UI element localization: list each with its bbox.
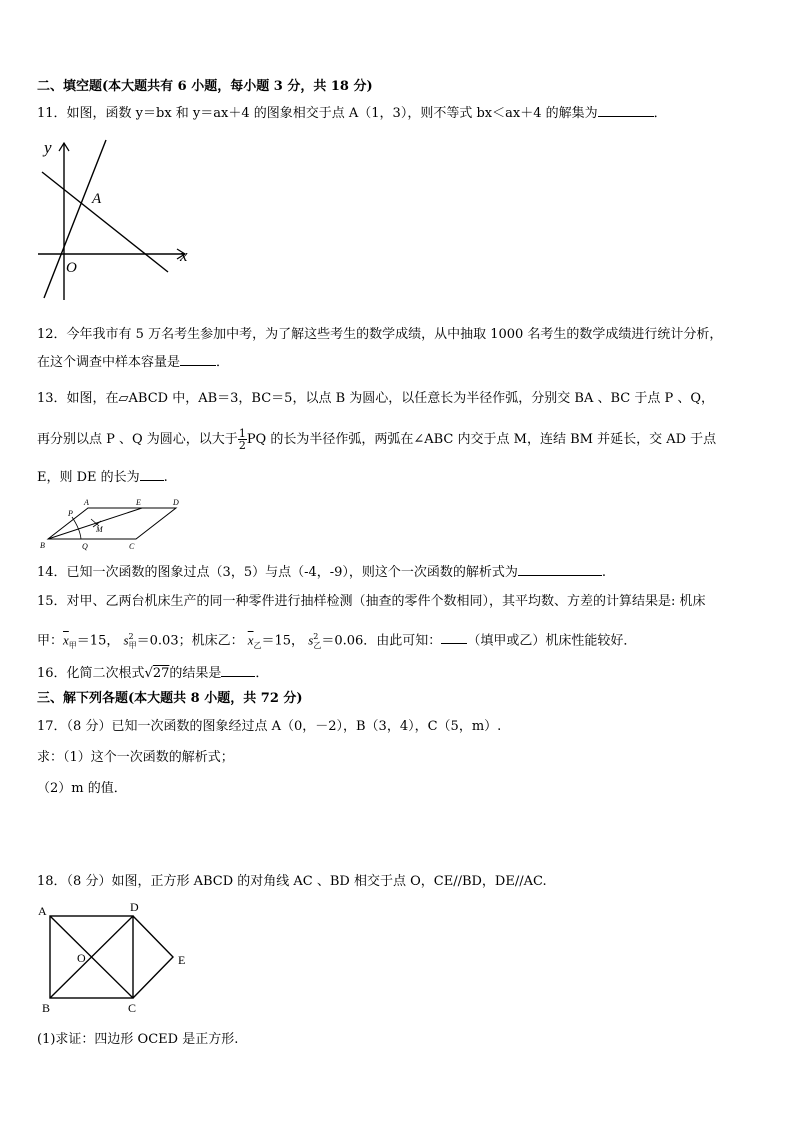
segment-be <box>48 508 142 539</box>
label-d: D <box>130 900 139 914</box>
question-17-line2: 求：（1）这个一次函数的解析式； <box>37 750 234 765</box>
mean-symbol: $\overline{x}$ <box>63 632 69 648</box>
subscript: 甲 <box>68 640 77 650</box>
fraction-numerator: 1 <box>238 427 246 440</box>
question-text: 16．化简二次根式 <box>37 666 145 681</box>
label-x: x <box>180 246 188 265</box>
equation: ＝15， <box>76 633 120 649</box>
label-o: O <box>77 951 86 965</box>
superscript: 2 <box>313 632 319 641</box>
label-e: E <box>136 498 141 507</box>
question-13-line2 <box>37 428 716 451</box>
section-title: 二、填空题(本大题共有 6 小题，每小题 3 分，共 18 分) <box>37 79 373 94</box>
segments-de-ec <box>133 916 173 998</box>
answer-blank <box>180 353 216 366</box>
section-title: 三、解下列各题(本大题共 8 小题，共 72 分) <box>37 691 303 706</box>
punct: . <box>601 565 607 580</box>
label-e: E <box>178 953 186 967</box>
question-16 <box>37 664 268 683</box>
question-text: PQ 的长为半径作弧，两弧在∠ABC 内交于点 M，连结 BM 并延长，交 AD 于点 <box>246 432 717 447</box>
radicand: 27 <box>152 666 170 681</box>
label-m: M <box>96 525 103 534</box>
equation: ＝0.03；机床乙： <box>136 633 244 649</box>
question-15-line1: 15．对甲、乙两台机床生产的同一种零件进行抽样检测（抽查的零件个数相同），其平均数、方差的计算结果是: 机床 <box>37 594 706 609</box>
label-b: B <box>40 541 45 550</box>
label-c: C <box>129 542 135 551</box>
question-12-line1: 12．今年我市有 5 万名考生参加中考，为了解这些考生的数学成绩，从中抽取 1000 名考生的数学成绩进行统计分析， <box>37 327 723 342</box>
question-14 <box>37 563 606 582</box>
label-y: y <box>44 138 52 157</box>
question-text: 甲： <box>37 633 64 649</box>
label-a: A <box>38 904 47 918</box>
arc-pq <box>72 517 81 539</box>
question-text: E，则 DE 的长为 <box>37 470 140 485</box>
punct: ． <box>255 666 269 681</box>
equation: ＝15， <box>261 633 305 649</box>
variance-symbol: s <box>308 632 314 648</box>
question-text: 的结果是 <box>169 666 222 681</box>
question-12-line2 <box>37 353 229 372</box>
label-b: B <box>42 1001 51 1015</box>
label-p: P <box>68 509 73 518</box>
label-q: Q <box>82 542 88 551</box>
punct: ． <box>216 355 230 370</box>
q11-figure <box>30 135 200 305</box>
fraction <box>238 428 247 451</box>
answer-blank <box>518 563 602 576</box>
fraction-denominator: 2 <box>238 439 246 452</box>
label-a: A <box>92 191 102 207</box>
label-c: C <box>128 1001 137 1015</box>
label-o: O <box>66 260 77 276</box>
answer-blank <box>441 631 467 644</box>
answer-blank <box>598 104 654 117</box>
q13-figure <box>36 496 186 552</box>
radical: √27 <box>144 666 170 681</box>
label-a: A <box>84 498 89 507</box>
q18-figure <box>30 898 200 1023</box>
subscript: 乙 <box>313 640 322 650</box>
punct: . <box>163 470 168 485</box>
variance-symbol: s <box>123 632 129 648</box>
question-11 <box>37 104 667 123</box>
question-text: 再分别以点 P 、Q 为圆心，以大于 <box>37 432 238 447</box>
line-ax4 <box>42 172 168 272</box>
question-15-line2 <box>37 628 636 655</box>
question-text: 14．已知一次函数的图象过点（3，5）与点（-4，-9），则这个一次函数的解析式为 <box>37 565 518 580</box>
question-18-line1: 18．（8 分）如图，正方形 ABCD 的对角线 AC 、BD 相交于点 O，CE//BD，DE//AC. <box>37 874 547 889</box>
answer-blank <box>140 468 164 481</box>
subscript: 乙 <box>253 640 262 650</box>
question-17-line1: 17．（8 分）已知一次函数的图象经过点 A（0，－2），B（3，4），C（5，m）. <box>37 719 502 734</box>
punct: ． <box>653 106 667 121</box>
question-text: （填甲或乙）机床性能较好． <box>467 633 637 649</box>
equation: ＝0.06．由此可知： <box>321 633 442 649</box>
question-text: 在这个调查中样本容量是 <box>37 355 181 370</box>
mean-symbol: $\overline{x}$ <box>247 632 254 648</box>
label-d: D <box>173 498 179 507</box>
question-18-part1: (1)求证：四边形 OCED 是正方形. <box>37 1032 239 1047</box>
question-17-line3: （2）m 的值． <box>37 781 127 796</box>
answer-blank <box>221 664 255 677</box>
question-13-line3 <box>37 468 168 487</box>
subscript: 甲 <box>128 640 137 650</box>
question-13-line1: 13．如图，在▱ABCD 中，AB＝3，BC＝5，以点 B 为圆心，以任意长为半径作弧，分别交 BA 、BC 于点 P 、Q， <box>37 391 715 406</box>
superscript: 2 <box>128 632 134 641</box>
question-text: 11．如图，函数 y＝bx 和 y＝ax＋4 的图象相交于点 A（1，3），则不等式 bx＜ax＋4 的解集为 <box>37 106 598 121</box>
